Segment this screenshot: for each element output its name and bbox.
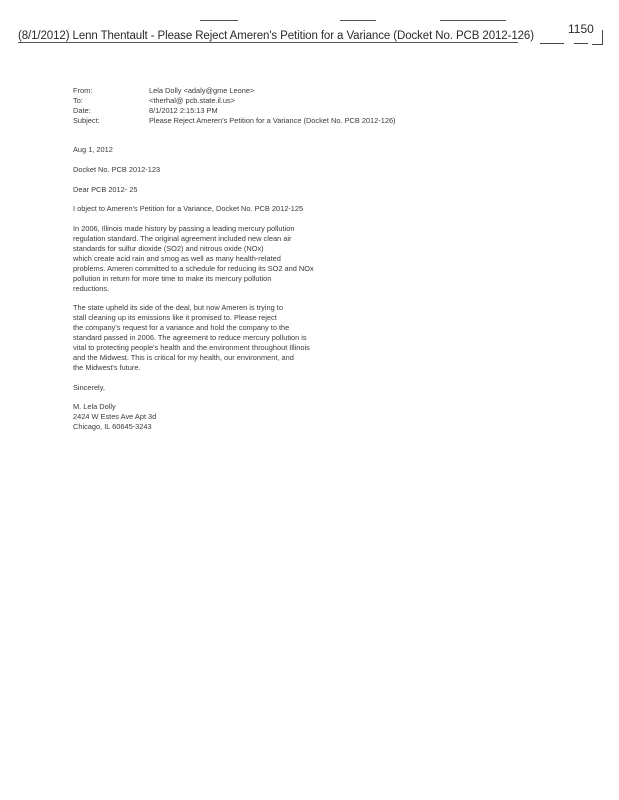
meta-label: To: [73,96,83,105]
paragraph-line: problems. Ameren committed to a schedule for reducing its SO2 and NOx [73,263,314,273]
signature-line: Chicago, IL 60645-3243 [73,422,152,432]
corner-bracket [592,30,603,45]
letter-subject-line: I object to Ameren's Petition for a Variance, Docket No. PCB 2012-125 [73,204,304,214]
letter-docket: Docket No. PCB 2012-123 [73,164,161,174]
paragraph-line: vital to protecting people's health and the environment throughout Illinois [73,343,310,353]
meta-date [73,106,396,116]
letter-paragraph-2 [73,303,373,372]
document-header-title: (8/1/2012) Lenn Thentault - Please Reject Ameren's Petition for a Variance (Docket No. PCB 2012-126) [18,30,534,42]
paragraph-line: pollution in return for more time to make its mercury pollution [73,273,272,283]
letter-closing: Sincerely, [73,382,105,392]
letter-body [73,145,373,442]
meta-to [73,96,396,106]
header-mark [200,20,238,21]
letter-paragraph-1 [73,224,373,293]
paragraph-line: The state upheld its side of the deal, but now Ameren is trying to [73,303,283,313]
meta-label: Subject: [73,116,100,125]
page-number: 1150 [568,22,594,36]
paragraph-line: the Midwest's future. [73,362,141,372]
corner-dash [574,43,588,44]
paragraph-line: reductions. [73,283,110,293]
corner-dash [540,43,564,44]
meta-value: Lela Dolly <adaly@gme Leone> [149,86,255,95]
meta-value: 8/1/2012 2:15:13 PM [149,106,218,115]
meta-value: Please Reject Ameren's Petition for a Variance (Docket No. PCB 2012-126) [149,116,396,125]
meta-from [73,86,396,96]
email-meta [73,86,396,126]
signature-line: 2424 W Estes Ave Apt 3d [73,412,157,422]
meta-label: Date: [73,106,91,115]
paragraph-line: regulation standard. The original agreement included new clean air [73,234,292,244]
paragraph-line: and the Midwest. This is critical for my health, our environment, and [73,352,294,362]
meta-label: From: [73,86,93,95]
paragraph-line: In 2006, Illinois made history by passing a leading mercury pollution [73,224,295,234]
header-mark [340,20,376,21]
letter-signature [73,402,373,432]
paragraph-line: which create acid rain and smog as well as many health-related [73,253,281,263]
letter-date: Aug 1, 2012 [73,145,113,154]
header-mark [440,20,506,21]
signature-line: M. Lela Dolly [73,402,116,412]
header-underline [18,42,518,43]
paragraph-line: standards for sulfur dioxide (SO2) and nitrous oxide (NOx) [73,244,264,253]
meta-value: <therhal@ pcb.state.il.us> [149,96,235,105]
paragraph-line: the company's request for a variance and hold the company to the [73,323,290,333]
meta-subject [73,116,396,126]
paragraph-line: standard passed in 2006. The agreement to reduce mercury pollution is [73,333,307,343]
letter-salutation: Dear PCB 2012- 25 [73,184,138,194]
paragraph-line: stall cleaning up its emissions like it promised to. Please reject [73,313,277,323]
